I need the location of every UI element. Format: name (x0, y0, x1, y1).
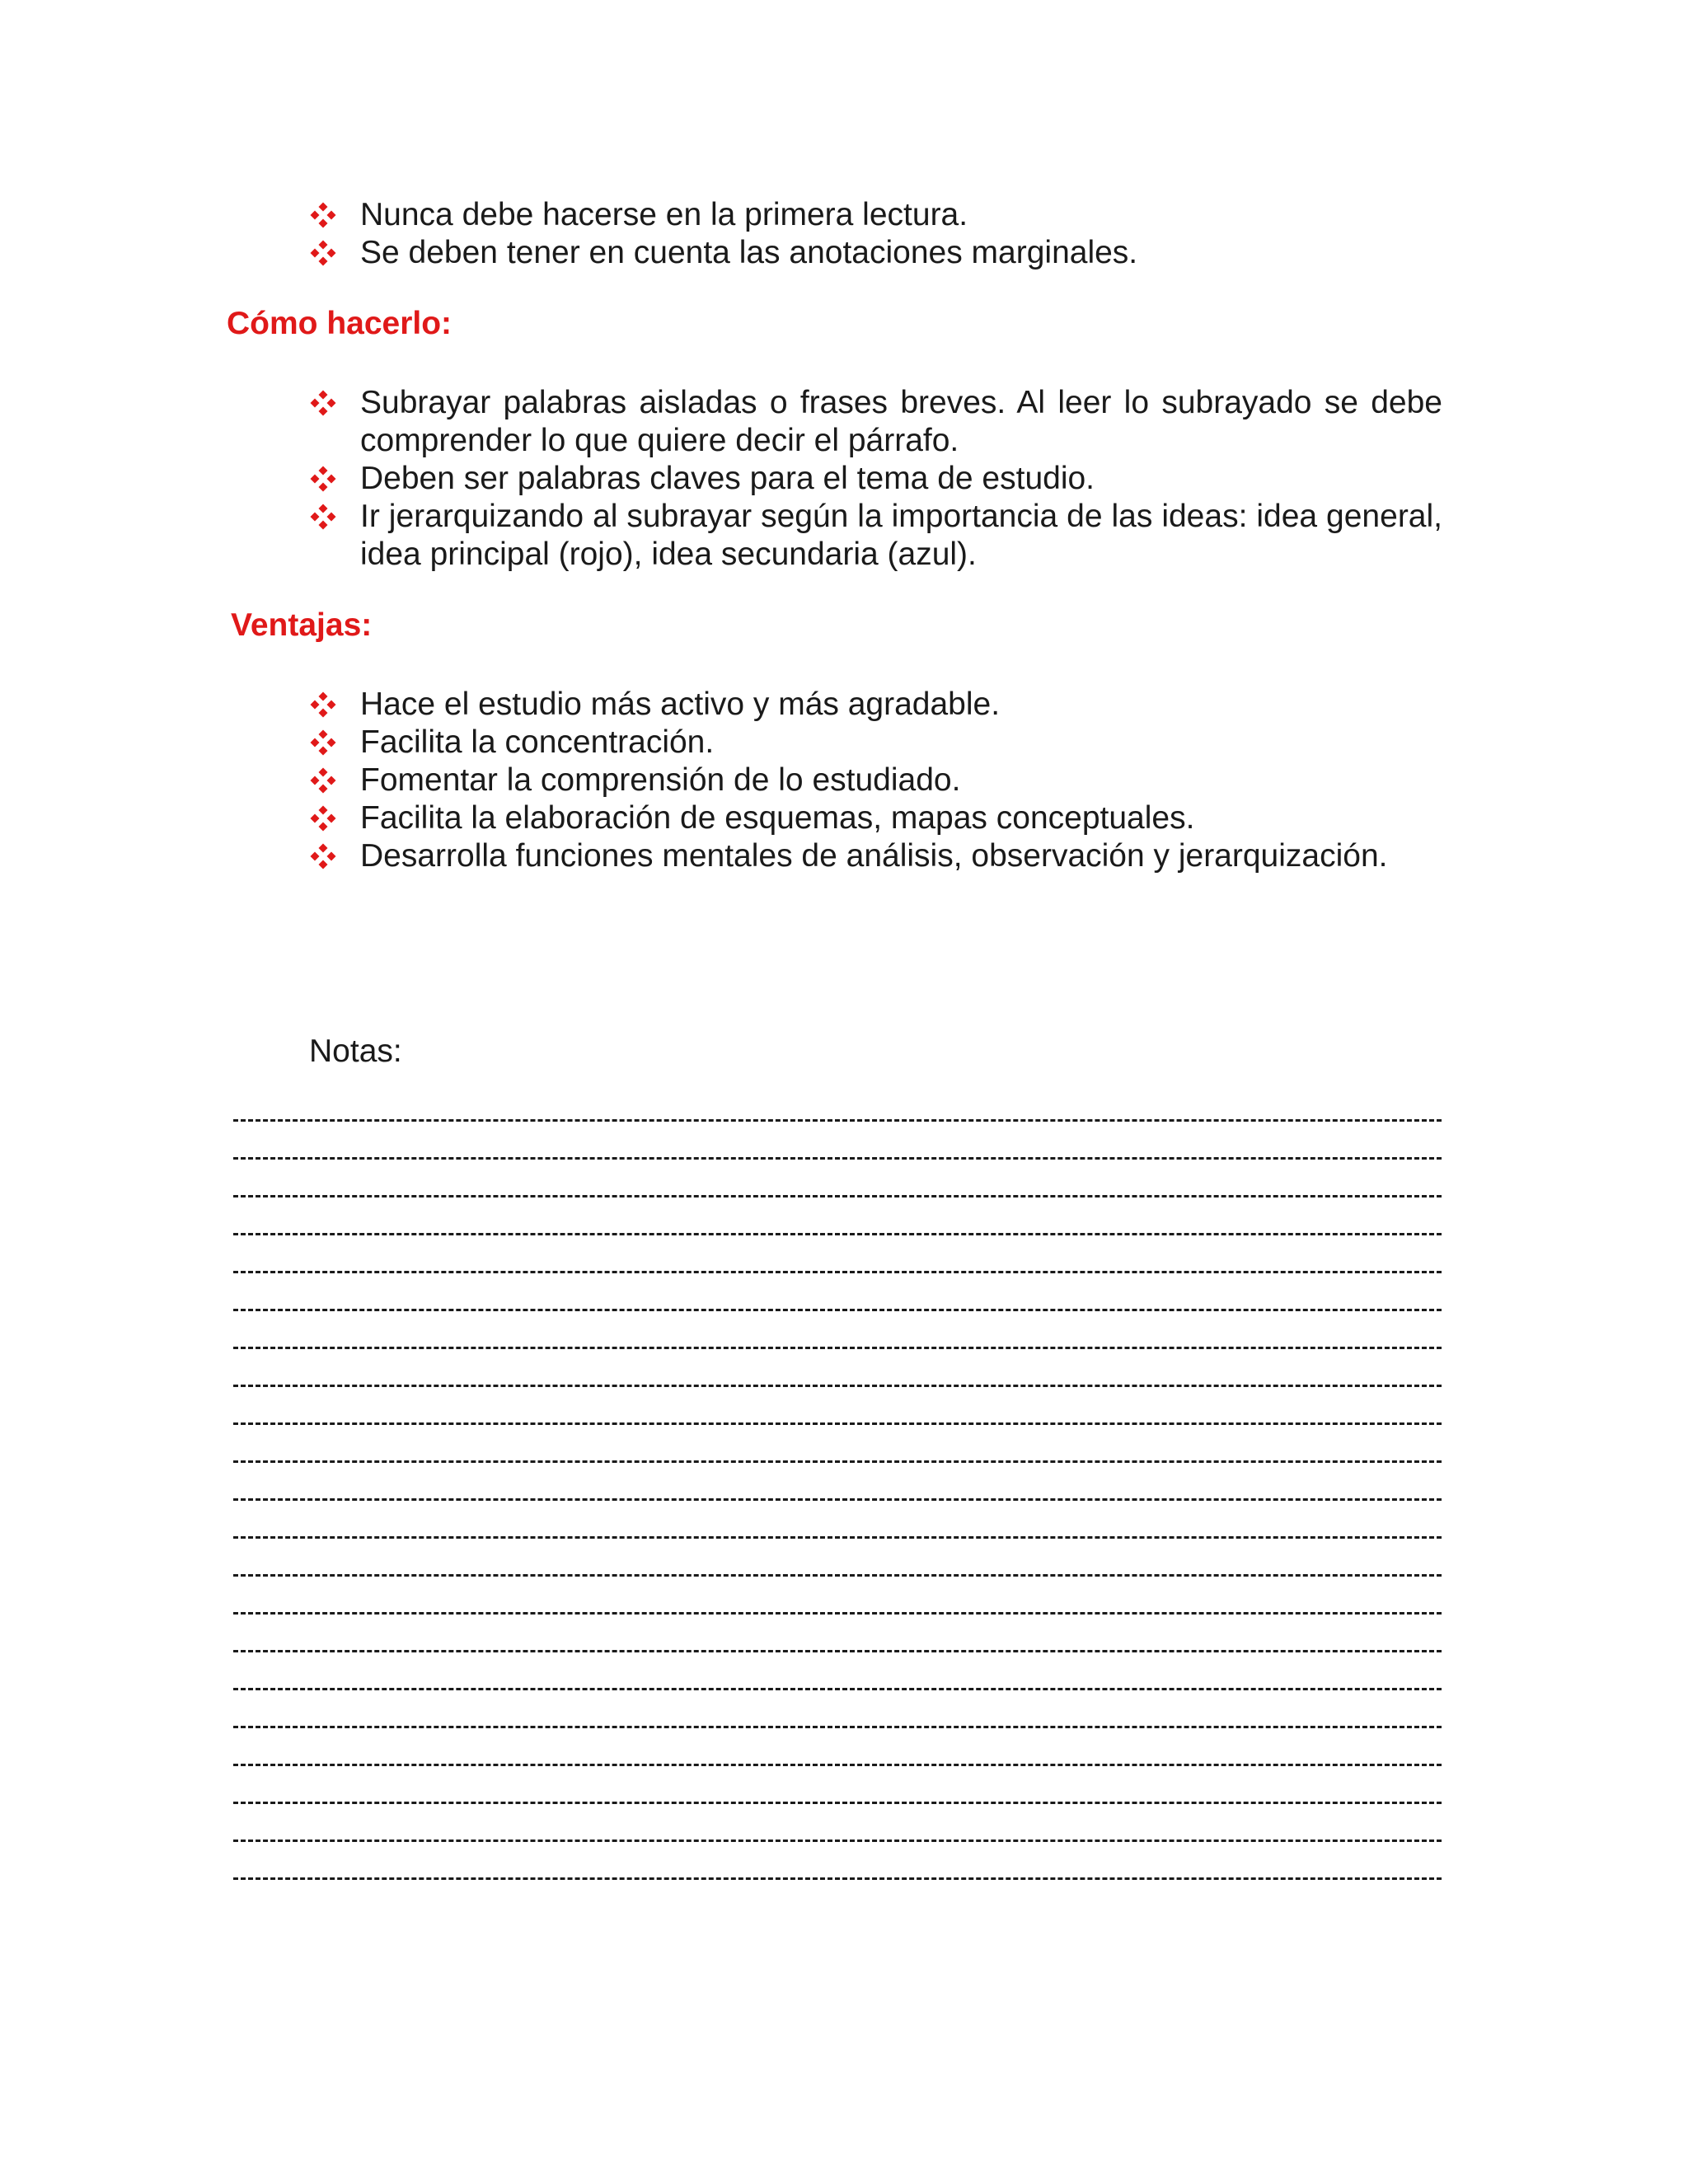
note-line (233, 1749, 1442, 1787)
note-line (233, 1218, 1442, 1256)
list-item (309, 498, 1442, 574)
diamond-cluster-icon (309, 234, 342, 272)
list-item (309, 799, 1447, 837)
notes-label: Notas: (309, 1033, 402, 1069)
note-line (233, 1446, 1442, 1483)
list-item (309, 762, 1447, 799)
list-item-text: Deben ser palabras claves para el tema de estudio. (360, 461, 1095, 496)
note-line (233, 1294, 1442, 1332)
note-line (233, 1863, 1442, 1900)
list-item (309, 384, 1442, 460)
note-line (233, 1483, 1442, 1521)
note-line (233, 1408, 1442, 1446)
note-line (233, 1104, 1442, 1142)
diamond-cluster-icon (309, 686, 342, 724)
note-line (233, 1332, 1442, 1370)
note-line (233, 1597, 1442, 1635)
note-line (233, 1521, 1442, 1559)
intro-list (309, 196, 1447, 272)
list-item (309, 724, 1447, 762)
note-line (233, 1635, 1442, 1673)
note-line (233, 1825, 1442, 1863)
note-line (233, 1142, 1442, 1180)
list-item-text: Hace el estudio más activo y más agradable. (360, 687, 1001, 722)
list-item (309, 460, 1442, 498)
ventajas-heading: Ventajas: (231, 607, 373, 643)
diamond-cluster-icon (309, 196, 342, 234)
list-item-text: Fomentar la comprensión de lo estudiado. (360, 762, 961, 798)
note-line (233, 1256, 1442, 1294)
diamond-cluster-icon (309, 799, 342, 837)
list-item-text: Facilita la concentración. (360, 724, 715, 760)
diamond-cluster-icon (309, 460, 342, 498)
list-item (309, 686, 1447, 724)
list-item-text: Facilita la elaboración de esquemas, mapas conceptuales. (360, 800, 1195, 836)
como-hacerlo-heading: Cómo hacerlo: (227, 306, 452, 341)
note-line (233, 1787, 1442, 1825)
list-item-text: Desarrolla funciones mentales de análisis, observación y jerarquización. (360, 838, 1388, 874)
ventajas-list (309, 686, 1447, 875)
list-item (309, 837, 1447, 875)
note-line (233, 1673, 1442, 1711)
notes-lines (233, 1104, 1442, 1900)
list-item-text: Nunca debe hacerse en la primera lectura. (360, 197, 968, 232)
list-item (309, 234, 1447, 272)
como-hacerlo-list (309, 384, 1442, 574)
note-line (233, 1559, 1442, 1597)
diamond-cluster-icon (309, 384, 342, 422)
diamond-cluster-icon (309, 498, 342, 536)
list-item-text: Ir jerarquizando al subrayar según la importancia de las ideas: idea general, idea principal (rojo), idea secundaria (azul). (360, 499, 1442, 572)
diamond-cluster-icon (309, 724, 342, 762)
list-item-text: Se deben tener en cuenta las anotaciones marginales. (360, 235, 1138, 270)
note-line (233, 1711, 1442, 1749)
note-line (233, 1370, 1442, 1408)
note-line (233, 1180, 1442, 1218)
diamond-cluster-icon (309, 837, 342, 875)
diamond-cluster-icon (309, 762, 342, 799)
list-item (309, 196, 1447, 234)
list-item-text: Subrayar palabras aisladas o frases breves. Al leer lo subrayado se debe comprender lo que quiere decir el párrafo. (360, 385, 1442, 458)
